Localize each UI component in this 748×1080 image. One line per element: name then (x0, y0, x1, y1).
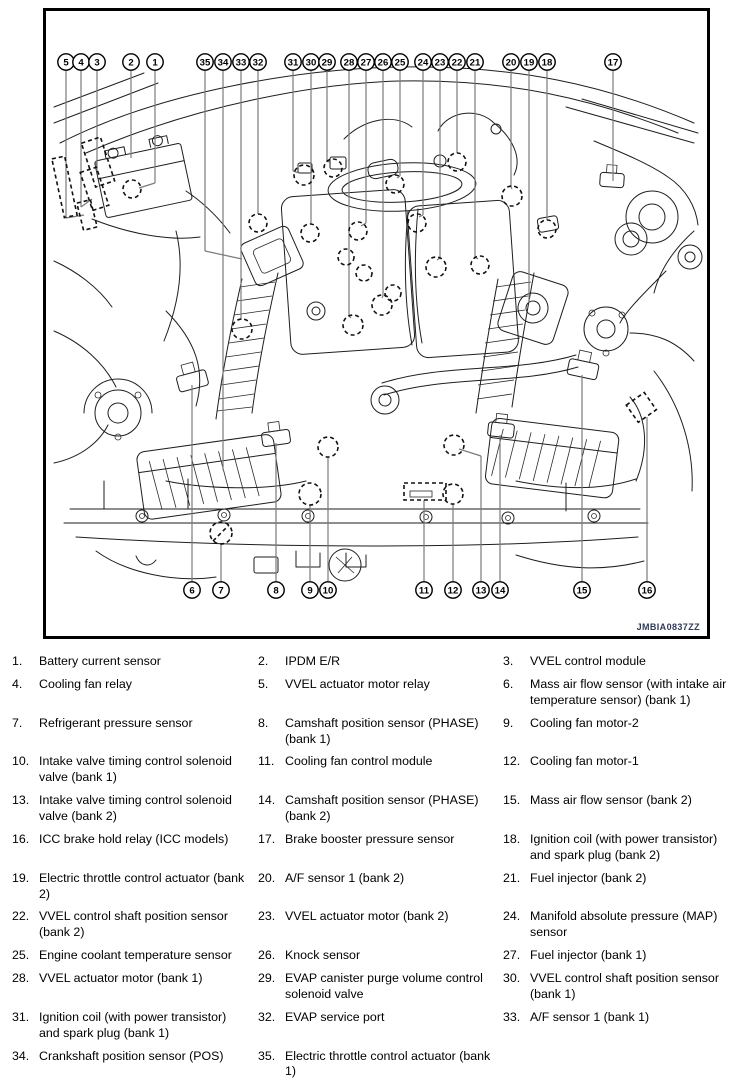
svg-text:23: 23 (435, 57, 446, 68)
legend-item-12 (503, 754, 738, 770)
svg-text:19: 19 (524, 57, 535, 68)
svg-text:26: 26 (378, 57, 389, 68)
legend-item-label: VVEL control shaft position sensor (bank 2) (39, 909, 258, 941)
legend-item-3 (503, 654, 738, 670)
svg-text:11: 11 (419, 585, 430, 596)
callout-16 (639, 417, 655, 598)
callout-33 (233, 54, 249, 320)
legend-item-20 (258, 871, 503, 887)
callout-13 (459, 449, 489, 598)
svg-text:34: 34 (218, 57, 229, 68)
legend-item-number: 10. (12, 754, 39, 786)
legend-item-number: 33. (503, 1010, 530, 1026)
engine-compartment-figure (43, 8, 710, 639)
legend-item-label: Cooling fan motor-1 (530, 754, 738, 770)
legend-item-number: 20. (258, 871, 285, 887)
legend-item-13 (12, 793, 258, 825)
legend-item-label: Manifold absolute pressure (MAP) sensor (530, 909, 738, 941)
legend-item-8 (258, 716, 503, 748)
legend-item-24 (503, 909, 738, 941)
legend-item-number: 6. (503, 677, 530, 709)
legend-item-6 (503, 677, 738, 709)
legend-item-label: Camshaft position sensor (PHASE) (bank 1) (285, 716, 503, 748)
legend-item-number: 24. (503, 909, 530, 941)
legend-item-21 (503, 871, 738, 887)
callout-4 (73, 54, 92, 207)
legend-item-31 (12, 1010, 258, 1042)
legend-item-number: 30. (503, 971, 530, 1003)
svg-text:12: 12 (448, 585, 459, 596)
legend-item-30 (503, 971, 738, 1003)
callout-22 (449, 54, 465, 153)
legend-item-label: Cooling fan motor-2 (530, 716, 738, 732)
legend-item-number: 15. (503, 793, 530, 809)
callout-28 (341, 54, 357, 318)
legend-item-number: 16. (12, 832, 39, 848)
callout-3 (89, 54, 105, 171)
legend-item-33 (503, 1010, 738, 1026)
svg-text:10: 10 (323, 585, 334, 596)
svg-text:35: 35 (200, 57, 211, 68)
svg-text:3: 3 (94, 57, 99, 68)
legend-item-28 (12, 971, 258, 987)
legend-item-label: EVAP canister purge volume control solenoid valve (285, 971, 503, 1003)
legend-item-label: Knock sensor (285, 948, 503, 964)
legend-item-number: 9. (503, 716, 530, 732)
legend-item-label: Cooling fan relay (39, 677, 258, 693)
legend-item-label: Brake booster pressure sensor (285, 832, 503, 848)
legend-item-label: A/F sensor 1 (bank 1) (530, 1010, 738, 1026)
legend-item-label: Camshaft position sensor (PHASE) (bank 2) (285, 793, 503, 825)
svg-text:16: 16 (642, 585, 653, 596)
legend-item-19 (12, 871, 258, 903)
legend-item-number: 29. (258, 971, 285, 1003)
legend-item-number: 31. (12, 1010, 39, 1042)
svg-text:21: 21 (470, 57, 481, 68)
callout-8 (268, 443, 284, 598)
svg-text:14: 14 (495, 585, 506, 596)
legend-item-number: 35. (258, 1049, 285, 1080)
legend-item-23 (258, 909, 503, 925)
callout-24 (415, 54, 431, 217)
legend-item-label: Intake valve timing control solenoid valve (bank 1) (39, 754, 258, 786)
legend-item-22 (12, 909, 258, 941)
legend-item-label: VVEL control module (530, 654, 738, 670)
legend-item-number: 4. (12, 677, 39, 693)
legend-item-label: Battery current sensor (39, 654, 258, 670)
legend-item-number: 11. (258, 754, 285, 770)
callout-25 (392, 54, 408, 178)
legend-item-10 (12, 754, 258, 786)
legend-item-label: ICC brake hold relay (ICC models) (39, 832, 258, 848)
svg-text:5: 5 (63, 57, 69, 68)
svg-text:2: 2 (128, 57, 133, 68)
legend-item-5 (258, 677, 503, 693)
legend-item-label: Intake valve timing control solenoid valve (bank 2) (39, 793, 258, 825)
svg-text:20: 20 (506, 57, 517, 68)
legend-item-17 (258, 832, 503, 848)
legend-item-32 (258, 1010, 503, 1026)
legend-item-label: Fuel injector (bank 1) (530, 948, 738, 964)
callout-11 (416, 500, 432, 598)
legend-item-number: 25. (12, 948, 39, 964)
svg-text:22: 22 (452, 57, 463, 68)
svg-text:27: 27 (361, 57, 372, 68)
legend-item-label: VVEL actuator motor relay (285, 677, 503, 693)
legend-item-label: VVEL actuator motor (bank 1) (39, 971, 258, 987)
svg-text:8: 8 (273, 585, 279, 596)
legend-item-29 (258, 971, 503, 1003)
engine-diagram (46, 11, 707, 636)
legend-item-label: Fuel injector (bank 2) (530, 871, 738, 887)
legend-item-number: 27. (503, 948, 530, 964)
legend-item-number: 8. (258, 716, 285, 748)
callout-layer (58, 54, 655, 598)
legend-item-number: 5. (258, 677, 285, 693)
callout-12 (445, 504, 461, 598)
legend-item-25 (12, 948, 258, 964)
legend-item-label: Engine coolant temperature sensor (39, 948, 258, 964)
legend-item-label: VVEL actuator motor (bank 2) (285, 909, 503, 925)
svg-text:33: 33 (236, 57, 247, 68)
legend-item-number: 23. (258, 909, 285, 925)
callout-30 (303, 54, 319, 224)
svg-text:31: 31 (288, 57, 299, 68)
legend-item-label: EVAP service port (285, 1010, 503, 1026)
legend-item-18 (503, 832, 738, 864)
figure-code: JMBIA0837ZZ (637, 622, 700, 632)
legend-item-number: 12. (503, 754, 530, 770)
legend-item-label: IPDM E/R (285, 654, 503, 670)
svg-text:29: 29 (322, 57, 333, 68)
legend-item-label: VVEL control shaft position sensor (bank 1) (530, 971, 738, 1003)
legend-item-number: 3. (503, 654, 530, 670)
legend-item-34 (12, 1049, 258, 1065)
legend-item-label: A/F sensor 1 (bank 2) (285, 871, 503, 887)
legend-item-number: 28. (12, 971, 39, 987)
svg-text:6: 6 (189, 585, 194, 596)
svg-text:24: 24 (418, 57, 429, 68)
legend-item-number: 22. (12, 909, 39, 941)
legend-item-11 (258, 754, 503, 770)
legend-item-number: 14. (258, 793, 285, 825)
legend-item-number: 32. (258, 1010, 285, 1026)
legend-item-16 (12, 832, 258, 848)
legend-item-number: 13. (12, 793, 39, 825)
legend-item-label: Electric throttle control actuator (bank 2) (39, 871, 258, 903)
callout-2 (123, 54, 139, 158)
legend-item-label: Refrigerant pressure sensor (39, 716, 258, 732)
callout-15 (574, 375, 590, 598)
legend-item-label: Mass air flow sensor (bank 2) (530, 793, 738, 809)
callout-23 (432, 54, 448, 260)
callout-35 (197, 54, 242, 259)
svg-text:30: 30 (306, 57, 317, 68)
callout-5 (58, 54, 84, 218)
engine-artwork (54, 67, 702, 581)
legend-item-number: 34. (12, 1049, 39, 1065)
legend-item-2 (258, 654, 503, 670)
legend-item-number: 2. (258, 654, 285, 670)
callout-21 (467, 54, 483, 259)
legend-item-number: 26. (258, 948, 285, 964)
component-legend (12, 654, 740, 1080)
svg-text:4: 4 (78, 57, 84, 68)
legend-item-number: 17. (258, 832, 285, 848)
svg-text:1: 1 (152, 57, 158, 68)
legend-item-7 (12, 716, 258, 732)
svg-text:18: 18 (542, 57, 553, 68)
legend-item-number: 1. (12, 654, 39, 670)
legend-item-label: Ignition coil (with power transistor) and spark plug (bank 2) (530, 832, 738, 864)
callout-32 (250, 54, 266, 214)
legend-item-label: Mass air flow sensor (with intake air temperature sensor) (bank 1) (530, 677, 738, 709)
legend-item-label: Cooling fan control module (285, 754, 503, 770)
svg-text:13: 13 (476, 585, 487, 596)
svg-text:32: 32 (253, 57, 264, 68)
callout-17 (605, 54, 621, 181)
svg-text:28: 28 (344, 57, 355, 68)
legend-item-label: Electric throttle control actuator (bank 1) (285, 1049, 503, 1080)
legend-item-number: 19. (12, 871, 39, 903)
legend-item-number: 21. (503, 871, 530, 887)
legend-item-9 (503, 716, 738, 732)
legend-item-14 (258, 793, 503, 825)
callout-29 (319, 54, 335, 163)
legend-item-label: Ignition coil (with power transistor) and spark plug (bank 1) (39, 1010, 258, 1042)
legend-item-4 (12, 677, 258, 693)
svg-text:17: 17 (608, 57, 619, 68)
legend-item-26 (258, 948, 503, 964)
svg-text:25: 25 (395, 57, 406, 68)
svg-text:9: 9 (307, 585, 312, 596)
callout-9 (302, 505, 318, 598)
callout-31 (285, 54, 301, 173)
svg-text:7: 7 (218, 585, 223, 596)
legend-item-number: 7. (12, 716, 39, 732)
legend-item-1 (12, 654, 258, 670)
legend-item-35 (258, 1049, 503, 1080)
legend-item-number: 18. (503, 832, 530, 864)
legend-item-27 (503, 948, 738, 964)
legend-item-label: Crankshaft position sensor (POS) (39, 1049, 258, 1065)
legend-item-15 (503, 793, 738, 809)
svg-text:15: 15 (577, 585, 588, 596)
callout-7 (213, 544, 229, 598)
